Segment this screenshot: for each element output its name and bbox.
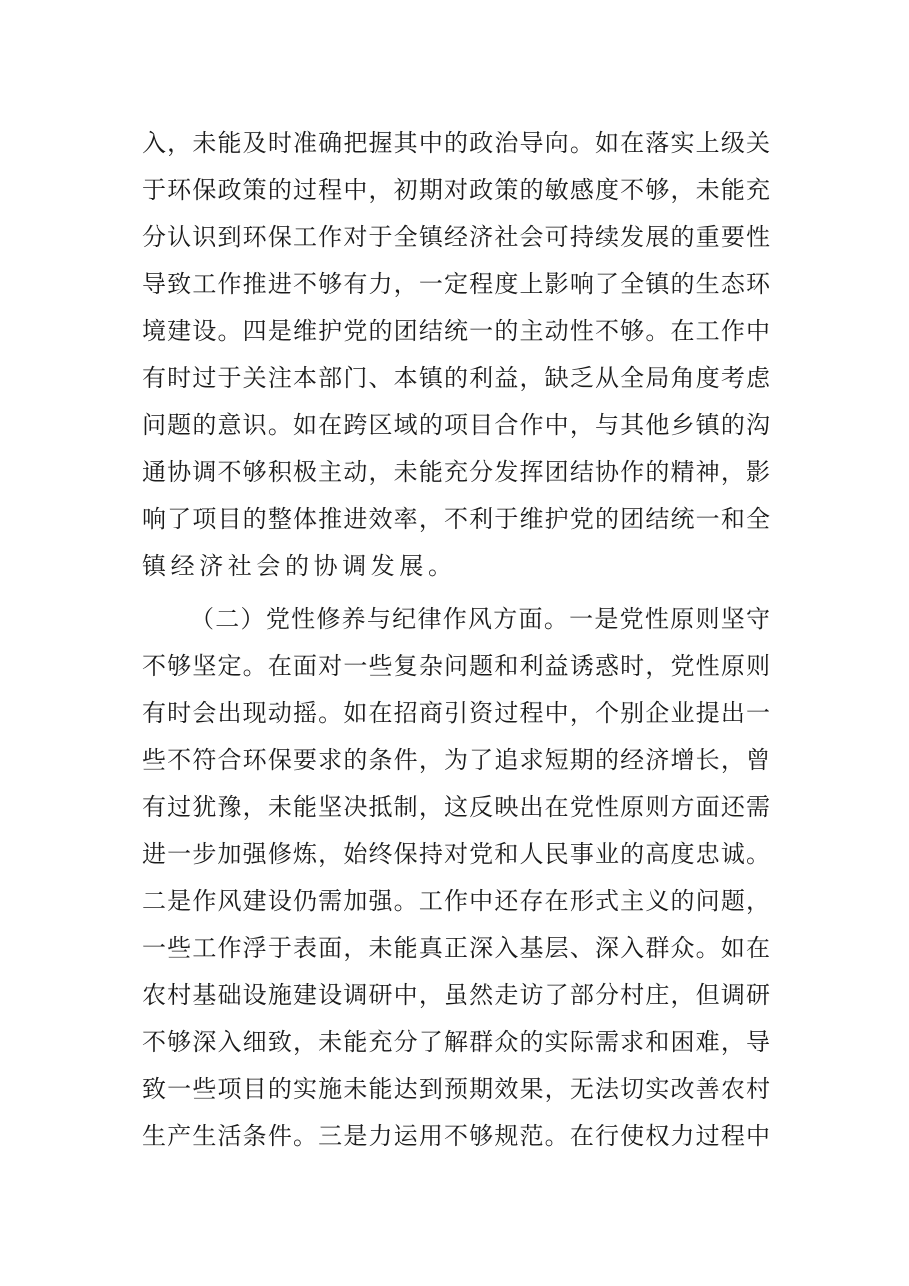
section-heading-line: （二）党性修养与纪律作风方面。一是党性原则坚守 — [190, 605, 770, 633]
body-text-line: 导致工作推进不够有力，一定程度上影响了全镇的生态环 — [142, 270, 770, 298]
body-text-line: 境建设。四是维护党的团结统一的主动性不够。在工作中 — [142, 317, 770, 345]
body-text-line: 不够深入细致，未能充分了解群众的实际需求和困难，导 — [142, 1028, 770, 1056]
body-text-line: 进一步加强修炼，始终保持对党和人民事业的高度忠诚。 — [142, 840, 770, 868]
body-text-line: 二是作风建设仍需加强。工作中还存在形式主义的问题， — [142, 887, 770, 915]
paragraph-last-line: 镇经济社会的协调发展。 — [142, 552, 457, 580]
body-text-line: 响了项目的整体推进效率，不利于维护党的团结统一和全 — [142, 505, 770, 533]
body-text-line: 农村基础设施建设调研中，虽然走访了部分村庄，但调研 — [142, 981, 770, 1009]
body-text-line: 于环保政策的过程中，初期对政策的敏感度不够，未能充 — [142, 176, 770, 204]
body-text-line: 通协调不够积极主动，未能充分发挥团结协作的精神，影 — [142, 458, 770, 486]
body-text-line: 致一些项目的实施未能达到预期效果，无法切实改善农村 — [142, 1075, 770, 1103]
body-text-line: 生产生活条件。三是力运用不够规范。在行使权力过程中 — [142, 1122, 770, 1150]
body-text-line: 问题的意识。如在跨区域的项目合作中，与其他乡镇的沟 — [142, 411, 770, 439]
body-text-line: 些不符合环保要求的条件，为了追求短期的经济增长，曾 — [142, 746, 770, 774]
body-text-line: 有过犹豫，未能坚决抵制，这反映出在党性原则方面还需 — [142, 793, 770, 821]
body-text-line: 分认识到环保工作对于全镇经济社会可持续发展的重要性 — [142, 223, 770, 251]
body-text-line: 有时过于关注本部门、本镇的利益，缺乏从全局角度考虑 — [142, 364, 770, 392]
body-text-line: 不够坚定。在面对一些复杂问题和利益诱惑时，党性原则 — [142, 652, 770, 680]
body-text-line: 入，未能及时准确把握其中的政治导向。如在落实上级关 — [142, 129, 770, 157]
body-text-line: 有时会出现动摇。如在招商引资过程中，个别企业提出一 — [142, 699, 770, 727]
body-text-line: 一些工作浮于表面，未能真正深入基层、深入群众。如在 — [142, 934, 770, 962]
